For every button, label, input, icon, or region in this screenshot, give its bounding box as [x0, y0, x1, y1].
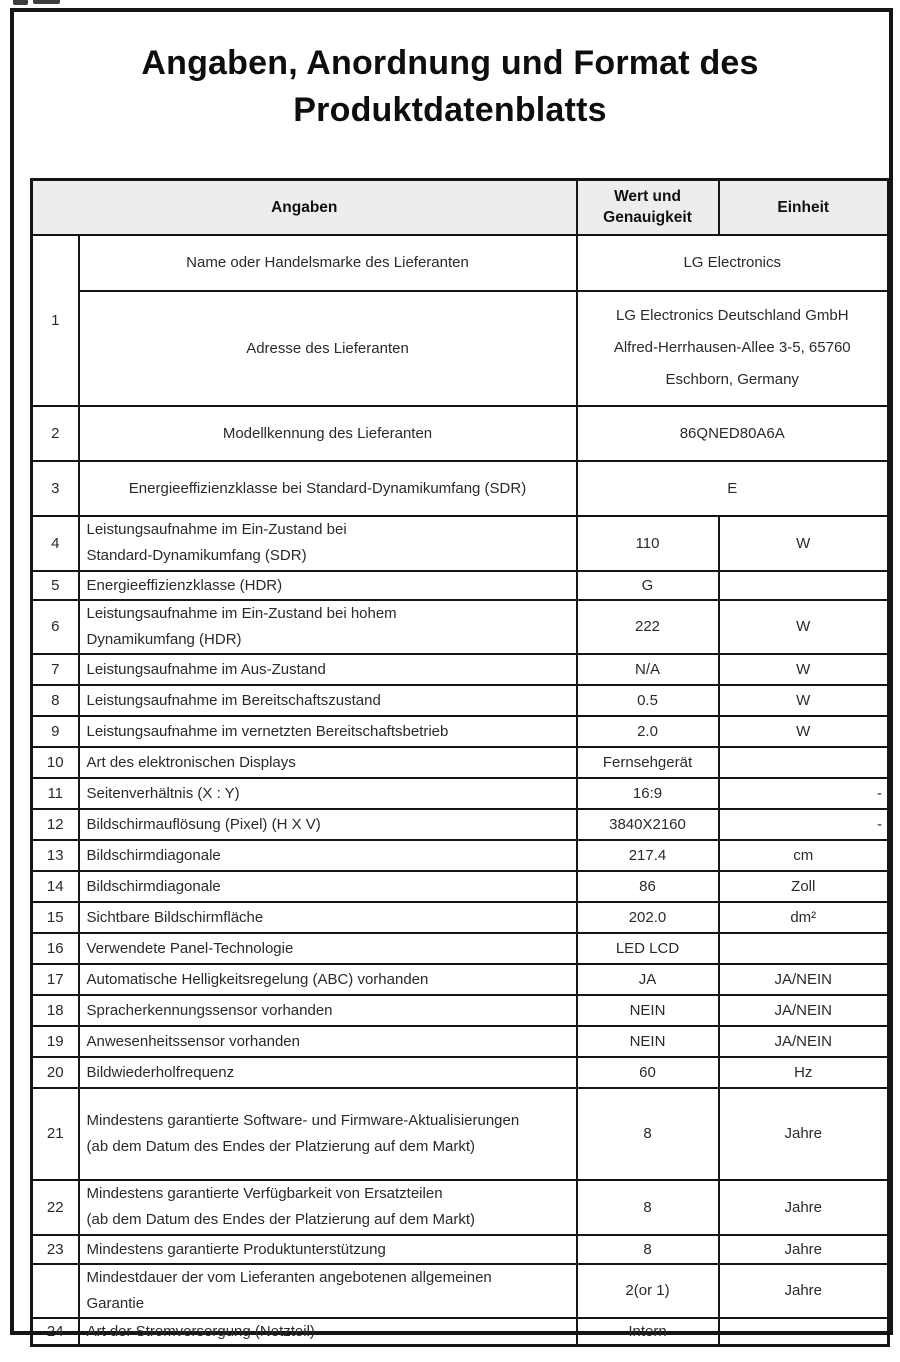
row-unit-cell: JA/NEIN: [719, 964, 889, 995]
address-line: Eschborn, Germany: [665, 371, 799, 388]
row-label-cell: Bildschirmdiagonale: [79, 840, 577, 871]
table-row: [32, 1026, 889, 1057]
label-line: Mindestens garantierte Software- und Firmware-Aktualisierungen: [86, 1111, 520, 1129]
table-row: [32, 685, 889, 716]
row-label-cell: Verwendete Panel-Technologie: [79, 933, 577, 964]
row-unit-cell: Jahre: [719, 1180, 889, 1235]
table-row: [32, 1088, 889, 1180]
header-angaben: Angaben: [32, 180, 577, 235]
row-value-cell: NEIN: [577, 1026, 719, 1057]
row-unit-cell: W: [719, 685, 889, 716]
row-number-cell: 13: [32, 840, 79, 871]
row-unit-cell: dm²: [719, 902, 889, 933]
row-number-cell: 20: [32, 1057, 79, 1088]
row-number-cell: 22: [32, 1180, 79, 1235]
address-line: Alfred-Herrhausen-Allee 3-5, 65760: [613, 339, 851, 356]
row-number-cell: 19: [32, 1026, 79, 1057]
row-label-cell: Modellkennung des Lieferanten: [79, 406, 577, 461]
label-line: Leistungsaufnahme im Ein-Zustand bei hohem: [86, 604, 397, 622]
table-row: [32, 1235, 889, 1264]
row-unit-cell: cm: [719, 840, 889, 871]
row-number-cell: 17: [32, 964, 79, 995]
row-number-cell: [32, 1264, 79, 1318]
row-label-cell: [79, 600, 577, 654]
row-label-cell: Energieeffizienzklasse bei Standard-Dynamikumfang (SDR): [79, 461, 577, 516]
row-label-cell: Bildschirmdiagonale: [79, 871, 577, 902]
row-label-cell: Adresse des Lieferanten: [79, 291, 577, 406]
row-value-cell: 8: [577, 1235, 719, 1264]
table-row: [32, 840, 889, 871]
row-label-cell: Automatische Helligkeitsregelung (ABC) vorhanden: [79, 964, 577, 995]
row-label-cell: Bildschirmauflösung (Pixel) (H X V): [79, 809, 577, 840]
header-wert: Wert und Genauigkeit: [577, 180, 719, 235]
table-row: [32, 235, 889, 291]
row-unit-cell: W: [719, 600, 889, 654]
table-row: [32, 716, 889, 747]
row-label-cell: Sichtbare Bildschirmfläche: [79, 902, 577, 933]
row-value-cell: 222: [577, 600, 719, 654]
row-number-cell: 6: [32, 600, 79, 654]
row-value-cell: 60: [577, 1057, 719, 1088]
row-number-cell: 1: [32, 235, 79, 406]
table-row: [32, 406, 889, 461]
row-unit-cell: [719, 571, 889, 600]
row-label-cell: Leistungsaufnahme im vernetzten Bereitschaftsbetrieb: [79, 716, 577, 747]
row-value-cell: 2.0: [577, 716, 719, 747]
table-row: [32, 1180, 889, 1235]
row-number-cell: 8: [32, 685, 79, 716]
row-label-cell: Name oder Handelsmarke des Lieferanten: [79, 235, 577, 291]
row-value-cell: 110: [577, 516, 719, 571]
row-label-cell: [79, 1264, 577, 1318]
row-label-cell: [79, 516, 577, 571]
row-value-cell: JA: [577, 964, 719, 995]
row-number-cell: 7: [32, 654, 79, 685]
label-line: (ab dem Datum des Endes der Platzierung auf dem Markt): [86, 1211, 476, 1228]
table-row: [32, 964, 889, 995]
row-value-cell: 217.4: [577, 840, 719, 871]
row-value-cell: Fernsehgerät: [577, 747, 719, 778]
row-value-cell: Intern: [577, 1318, 719, 1346]
row-value-cell: 86: [577, 871, 719, 902]
table-row: [32, 1057, 889, 1088]
row-value-cell: 16:9: [577, 778, 719, 809]
spec-table: [30, 178, 890, 1347]
label-line: Standard-Dynamikumfang (SDR): [86, 547, 307, 564]
label-line: (ab dem Datum des Endes der Platzierung auf dem Markt): [86, 1137, 476, 1155]
row-value-cell: [577, 291, 889, 406]
table-row: [32, 1264, 889, 1318]
label-line: Mindestens garantierte Verfügbarkeit von Ersatzteilen: [86, 1185, 443, 1202]
row-label-cell: Spracherkennungssensor vorhanden: [79, 995, 577, 1026]
row-number-cell: 3: [32, 461, 79, 516]
row-number-cell: 21: [32, 1088, 79, 1180]
table-row: [32, 600, 889, 654]
table-row: [32, 778, 889, 809]
row-number-cell: 15: [32, 902, 79, 933]
page-title: [30, 40, 870, 134]
table-row: [32, 747, 889, 778]
row-value-cell: LG Electronics: [577, 235, 889, 291]
row-value-cell: NEIN: [577, 995, 719, 1026]
row-unit-cell: Hz: [719, 1057, 889, 1088]
row-unit-cell: [719, 747, 889, 778]
row-value-cell: E: [577, 461, 889, 516]
row-unit-cell: Zoll: [719, 871, 889, 902]
row-value-cell: 3840X2160: [577, 809, 719, 840]
table-row: [32, 1318, 889, 1346]
row-number-cell: 11: [32, 778, 79, 809]
table-row: [32, 571, 889, 600]
row-unit-cell: [719, 1318, 889, 1346]
row-value-cell: 86QNED80A6A: [577, 406, 889, 461]
address-line: LG Electronics Deutschland GmbH: [615, 307, 849, 324]
row-value-cell: 0.5: [577, 685, 719, 716]
row-unit-cell: JA/NEIN: [719, 995, 889, 1026]
table-row: [32, 291, 889, 406]
table-row: [32, 933, 889, 964]
row-label-cell: Leistungsaufnahme im Aus-Zustand: [79, 654, 577, 685]
page-title-line2: Produktdatenblatts: [293, 91, 607, 129]
row-unit-cell: W: [719, 654, 889, 685]
label-line: Garantie: [86, 1294, 145, 1312]
row-value-cell: 2(or 1): [577, 1264, 719, 1318]
row-number-cell: 24: [32, 1318, 79, 1346]
table-row: [32, 902, 889, 933]
row-value-cell: N/A: [577, 654, 719, 685]
row-number-cell: 10: [32, 747, 79, 778]
row-unit-cell: W: [719, 716, 889, 747]
row-number-cell: 23: [32, 1235, 79, 1264]
row-number-cell: 12: [32, 809, 79, 840]
row-unit-cell: Jahre: [719, 1264, 889, 1318]
row-unit-cell: Jahre: [719, 1088, 889, 1180]
row-number-cell: 9: [32, 716, 79, 747]
row-number-cell: 14: [32, 871, 79, 902]
row-number-cell: 16: [32, 933, 79, 964]
table-row: [32, 461, 889, 516]
row-label-cell: Art der Stromversorgung (Netzteil): [79, 1318, 577, 1346]
row-value-cell: 202.0: [577, 902, 719, 933]
table-row: [32, 809, 889, 840]
row-label-cell: [79, 1088, 577, 1180]
row-unit-cell: JA/NEIN: [719, 1026, 889, 1057]
row-label-cell: Mindestens garantierte Produktunterstützung: [79, 1235, 577, 1264]
row-value-cell: G: [577, 571, 719, 600]
page-title-line1: Angaben, Anordnung und Format des: [141, 44, 759, 82]
row-label-cell: Anwesenheitssensor vorhanden: [79, 1026, 577, 1057]
row-unit-cell: W: [719, 516, 889, 571]
row-label-cell: Art des elektronischen Displays: [79, 747, 577, 778]
label-line: Mindestdauer der vom Lieferanten angebotenen allgemeinen: [86, 1268, 492, 1286]
table-row: [32, 995, 889, 1026]
row-unit-cell: Jahre: [719, 1235, 889, 1264]
row-label-cell: Leistungsaufnahme im Bereitschaftszustand: [79, 685, 577, 716]
row-unit-cell: -: [719, 809, 889, 840]
row-number-cell: 5: [32, 571, 79, 600]
scan-artifact-mark: [13, 0, 28, 5]
scan-artifact-mark: [33, 0, 60, 4]
table-row: [32, 516, 889, 571]
row-number-cell: 2: [32, 406, 79, 461]
row-label-cell: Bildwiederholfrequenz: [79, 1057, 577, 1088]
row-number-cell: 18: [32, 995, 79, 1026]
row-label-cell: [79, 1180, 577, 1235]
row-label-cell: Seitenverhältnis (X : Y): [79, 778, 577, 809]
row-value-cell: LED LCD: [577, 933, 719, 964]
row-unit-cell: -: [719, 778, 889, 809]
label-line: Leistungsaufnahme im Ein-Zustand bei: [86, 521, 347, 538]
table-row: [32, 871, 889, 902]
header-einheit: Einheit: [719, 180, 889, 235]
label-line: Dynamikumfang (HDR): [86, 630, 242, 648]
row-value-cell: 8: [577, 1088, 719, 1180]
table-row: [32, 654, 889, 685]
table-header-row: [32, 180, 889, 235]
row-value-cell: 8: [577, 1180, 719, 1235]
row-label-cell: Energieeffizienzklasse (HDR): [79, 571, 577, 600]
row-number-cell: 4: [32, 516, 79, 571]
row-unit-cell: [719, 933, 889, 964]
